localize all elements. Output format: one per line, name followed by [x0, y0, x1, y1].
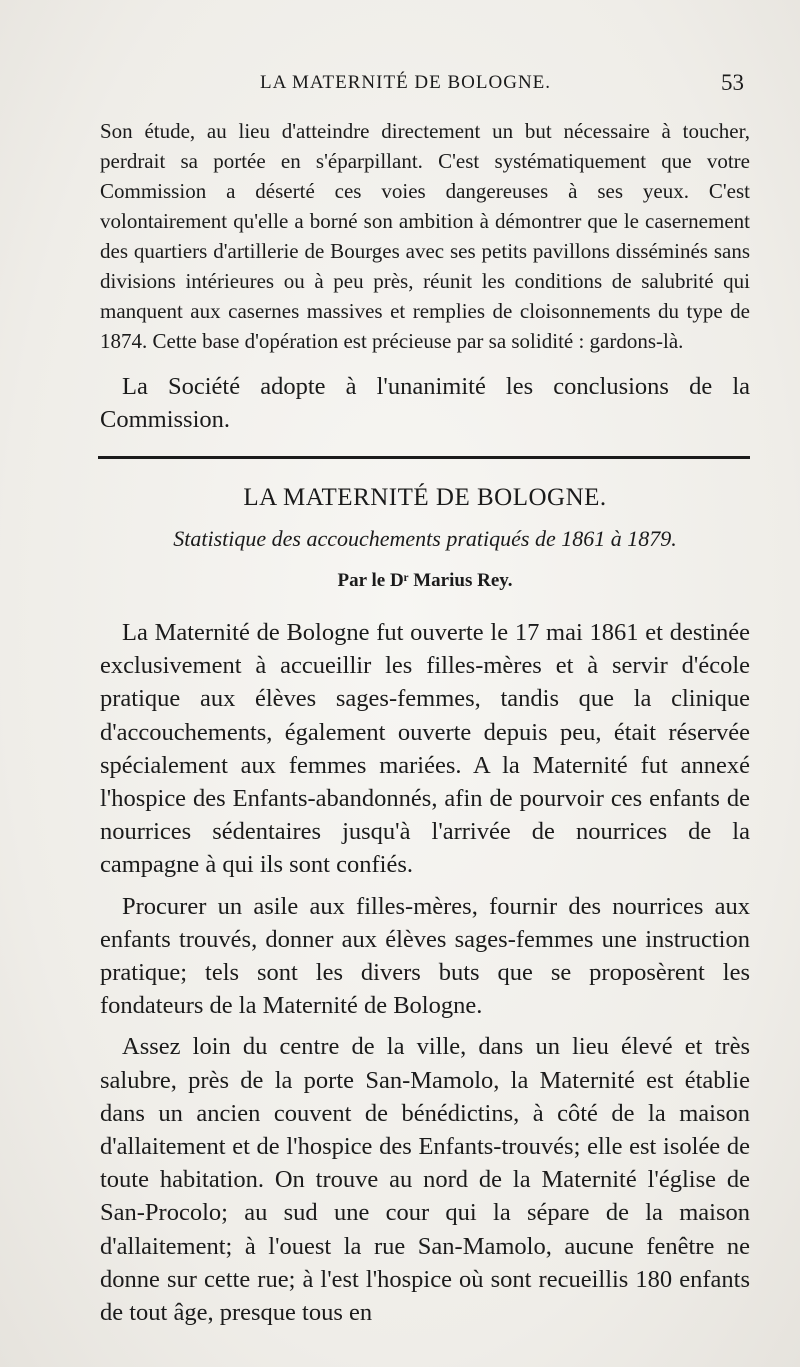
- page-header: [100, 72, 750, 100]
- article-title: LA MATERNITÉ DE BOLOGNE.: [243, 484, 607, 511]
- page-number: 53: [721, 70, 744, 95]
- body-paragraph: La Maternité de Bologne fut ouverte le 17 mai 1861 et destinée exclusivement à accueillir les filles-mères et à servir d'école pratique aux élèves sages-femmes, tandis que la clinique d'accouchements, également ouverte depuis peu, était réservée spécialement aux femmes mariées. A la Maternité fut annexé l'hospice des Enfants-abandonnés, afin de pourvoir ces enfants de nourrices sédentaires jusqu'à l'arrivée de nourrices de la campagne à qui ils sont confiés.: [100, 619, 750, 879]
- running-title: LA MATERNITÉ DE BOLOGNE.: [260, 72, 552, 93]
- body-paragraph: Assez loin du centre de la ville, dans un lieu élevé et très salubre, près de la porte San-Mamolo, la Maternité est établie dans un ancien couvent de bénédictins, à côté de la maison d'allaitement et de l'hospice des Enfants-trouvés; elle est isolée de toute habitation. On trouve au nord de la Maternité l'église de San-Procolo; au sud une cour qui la sépare de la maison d'allaitement; à l'ouest la rue San-Mamolo, aucune fenêtre ne donne sur cette rue; à l'est l'hospice où sont recueillis 180 enfants de tout âge, presque tous en: [100, 1033, 750, 1327]
- body-paragraph: Procurer un asile aux filles-mères, fournir des nourrices aux enfants trouvés, donner aux élèves sages-femmes une instruction pratique; tels sont les divers buts que se proposèrent les fondateurs de la Maternité de Bologne.: [100, 892, 750, 1020]
- society-resolution: La Société adopte à l'unanimité les conclusions de la Commission.: [100, 373, 750, 434]
- section-divider: [98, 456, 750, 459]
- previous-section: [100, 116, 750, 436]
- commission-paragraph: Son étude, au lieu d'atteindre directement un but nécessaire à toucher, perdrait sa portée en s'éparpillant. C'est systématiquement que votre Commission a déserté ces voies dangereuses à ses yeux. C'est volontairement qu'elle a borné son ambition à démontrer que le casernement des quartiers d'artillerie de Bourges avec ses petits pavillons disséminés sans divisions intérieures ou à peu près, réunit les conditions de salubrité qui manquent aux casernes massives et remplies de cloisonnements du type de 1874. Cette base d'opération est précieuse par sa solidité : gardons-là.: [100, 119, 750, 353]
- article-byline: Par le Dʳ Marius Rey.: [337, 570, 513, 591]
- article-subtitle: Statistique des accouchements pratiqués de 1861 à 1879.: [173, 526, 677, 551]
- article-body: [100, 616, 750, 1329]
